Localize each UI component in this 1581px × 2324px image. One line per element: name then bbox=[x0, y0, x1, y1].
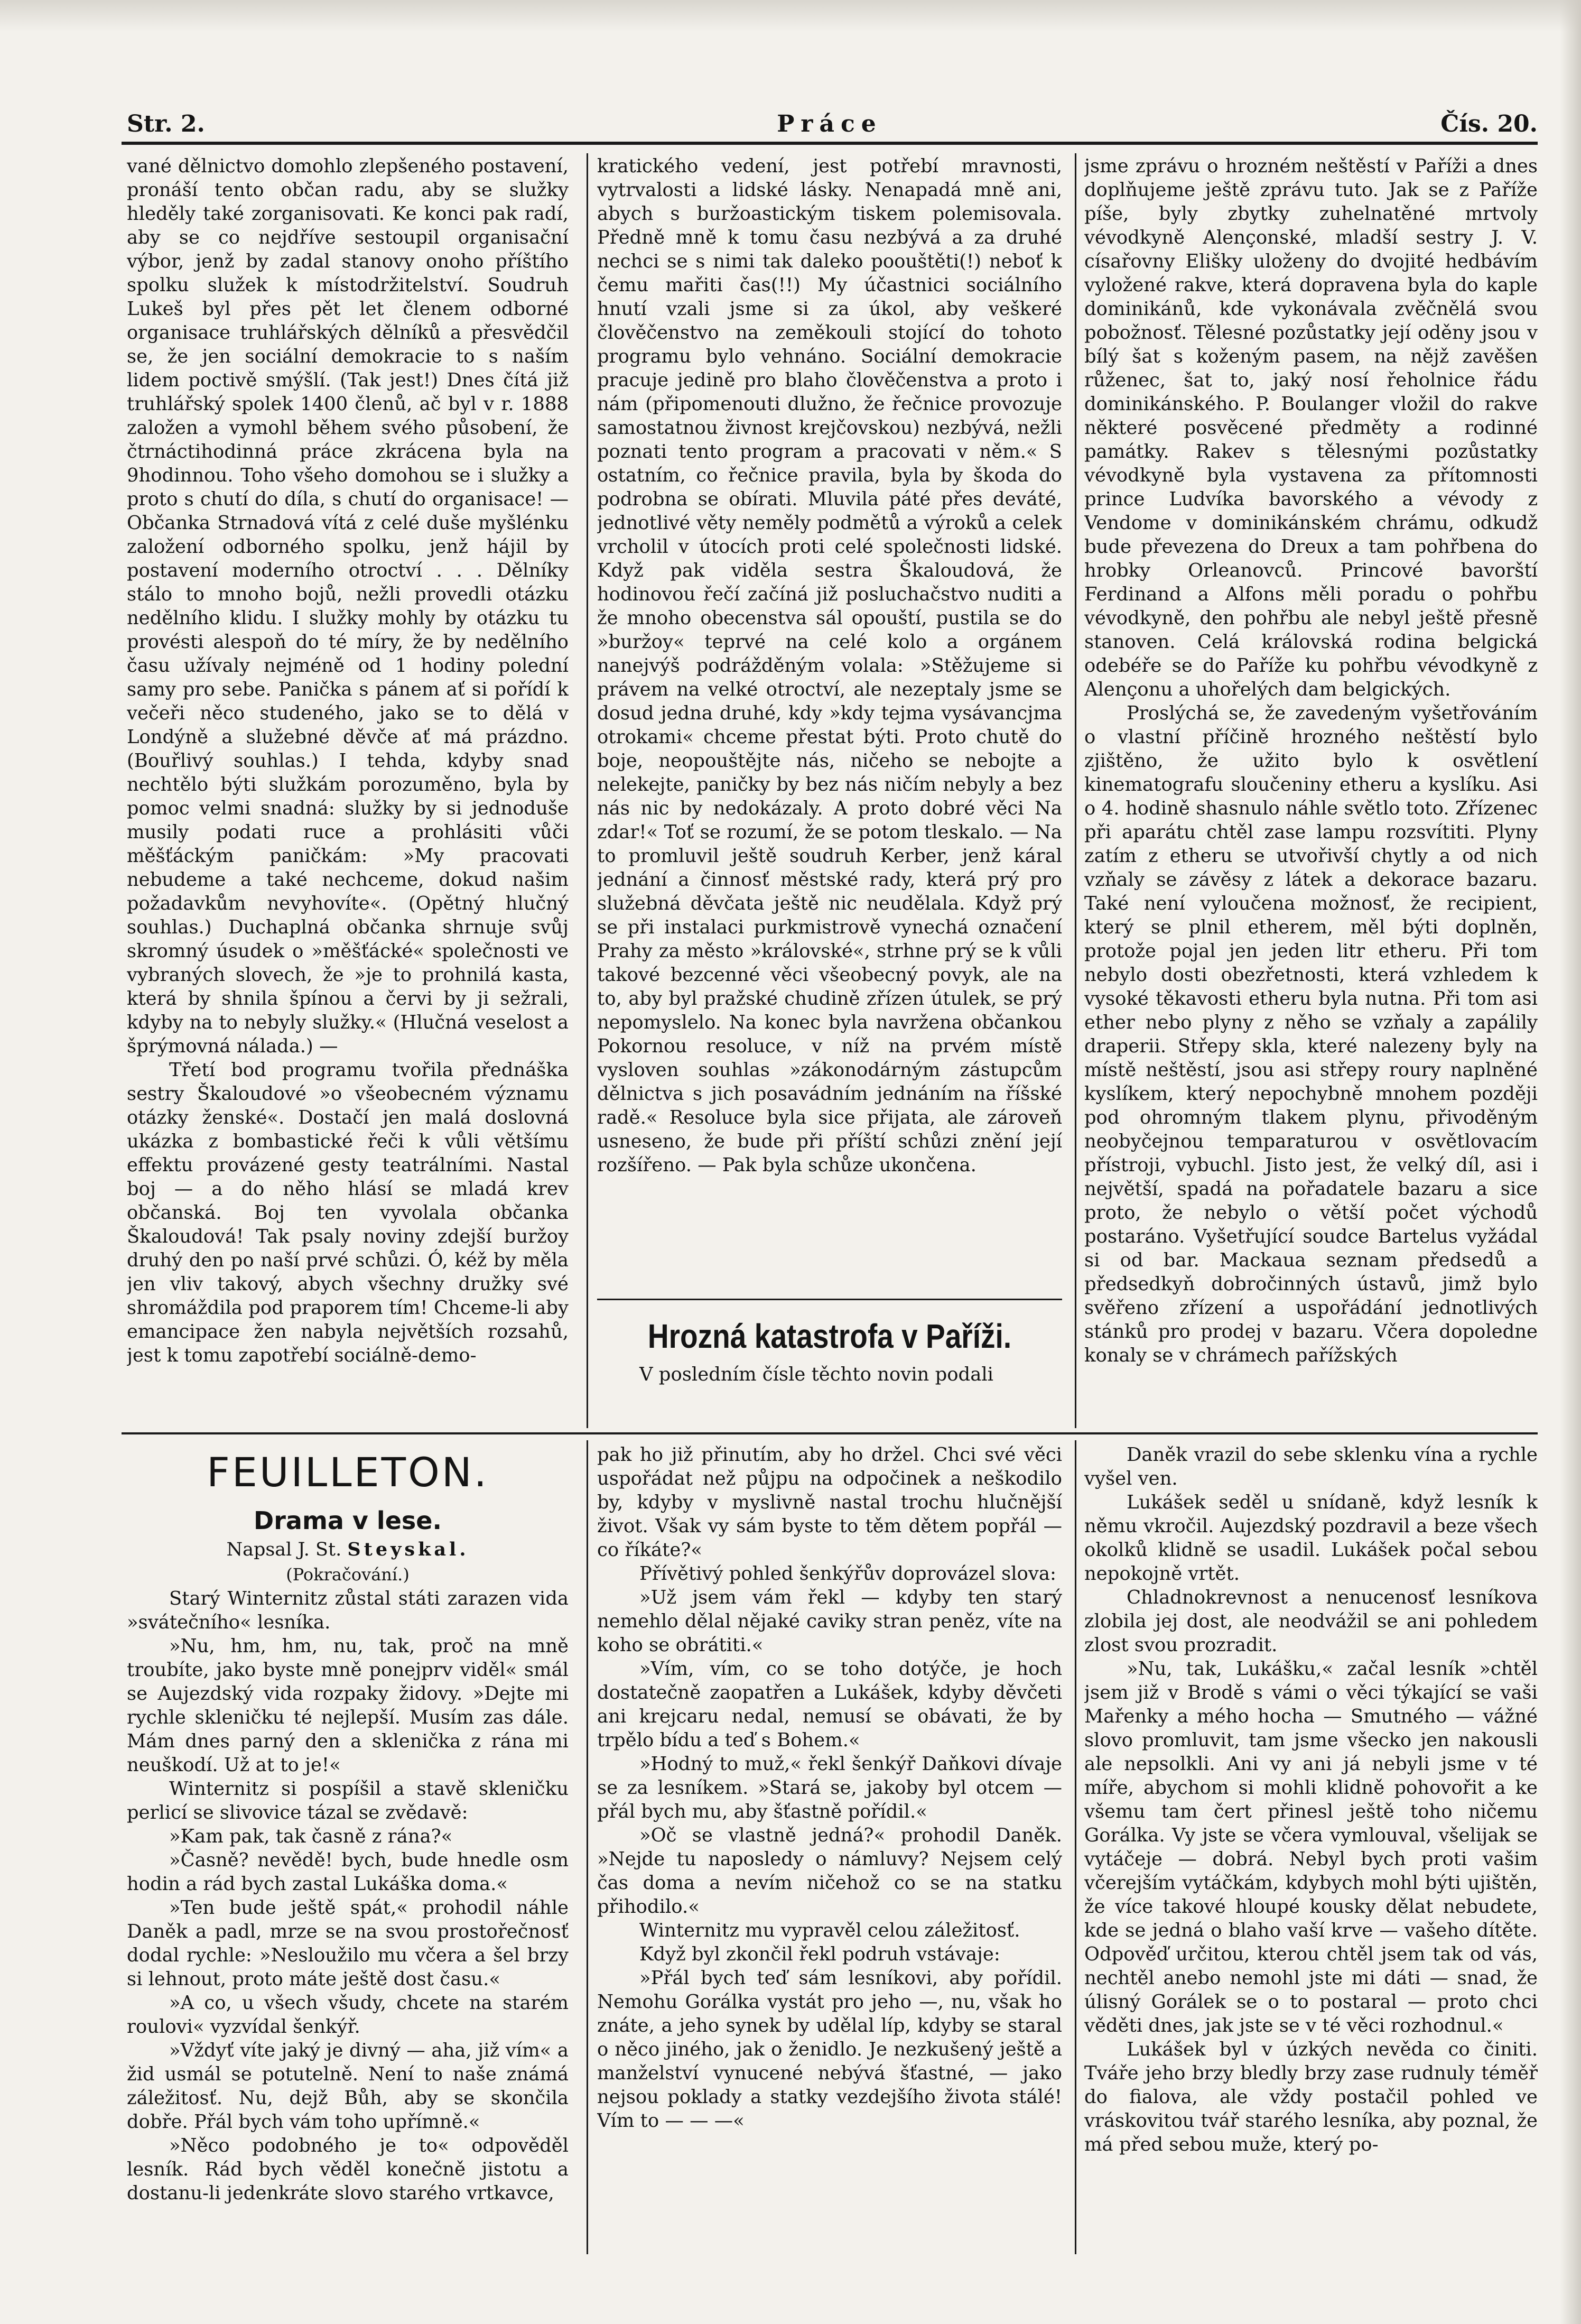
story-paragraph: »Hodný to muž,« řekl šenkýř Daňkovi dívaje se za lesníkem. »Stará se, jakoby byl otcem — přál bych mu, aby šťastně pořídil.« bbox=[597, 1753, 1062, 1822]
story-paragraph: Chladnokrevnost a nenucenosť lesníkova zlobila jej dost, ale neodvážil se ani pohledem zlost svou prozradit. bbox=[1084, 1587, 1538, 1656]
katastrofa-heading: Hrozná katastrofa v Paříži. bbox=[647, 1317, 1012, 1355]
story-title: Drama v lese. bbox=[254, 1506, 442, 1535]
feuilleton-column-1 bbox=[127, 1443, 569, 2267]
article-paragraph: jsme zprávu o hrozném neštěstí v Paříži a dnes doplňujeme ještě zprávu tuto. Jak se z Paříže píše, byly zbytky zuhelnatěné mrtvoly vévodkyně Alençonské, mladší sestry J. V. císařovny Elišky uloženy do dvojité hedbávím vyložené rakve, která dopravena byla do kaple dominikánů, kde vykonávala zvěčnělá svou pobožnosť. Tělesné pozůstatky její oděny jsou v bílý šat s koženým pasem, na nějž zavěšen růženec, šat to, jaký nosí řeholnice řádu dominikánského. P. Boulanger vložil do rakve některé posvěcené předměty a rodinné památky. Rakev s tělesnými pozůstatky vévodkyně byla vystavena za přítomnosti prince Ludvíka bavorského a vévody z Vendome v dominikánském chrámu, odkudž bude převezena do Dreux a tam pohřbena do hrobky Orleanovců. Princové bavorští Ferdinand a Alfons měli poradu o pohřbu vévodkyně, den pohřbu ale nebyl ještě přesně stanoven. Celá královská rodina belgická odebéře se do Paříže ku pohřbu vévodkyně z Alençonu a uhořelých dam belgických. bbox=[1084, 155, 1538, 700]
byline-prefix: Napsal J. St. bbox=[226, 1539, 342, 1560]
story-paragraph: Lukášek seděl u snídaně, když lesník k němu vkročil. Aujezdský pozdravil a beze všech okolků klidně se usadil. Lukášek počal sebou nepokojně vrtět. bbox=[1084, 1492, 1538, 1585]
feuilleton-column-3 bbox=[1084, 1443, 1538, 2267]
column-divider bbox=[1075, 1440, 1076, 2254]
story-paragraph: »Už jsem vám řekl — kdyby ten starý nemehlo dělal nějaké caviky stran peněz, víte na koho se obrátiti.« bbox=[597, 1587, 1062, 1656]
story-paragraph: »Ten bude ještě spát,« prohodil náhle Daněk a padl, mrze se na svou prostořečnosť dodal rychle: »Nesloužilo mu včera a šel brzy si lehnout, proto máte ještě dost času.« bbox=[127, 1897, 569, 1990]
feuilleton-title: FEUILLETON. bbox=[207, 1449, 489, 1496]
story-paragraph: »A co, u všech všudy, chcete na starém roulovi« vyzvídal šenkýř. bbox=[127, 1992, 569, 2038]
header-rule bbox=[122, 142, 1538, 145]
article-paragraph: Proslýchá se, že zavedeným vyšetřováním o vlastní příčině hrozného neštěstí bylo zjištěno, že užito bylo k osvětlení kinematografu sloučeniny etheru a kyslíku. Asi o 4. hodině shasnulo náhle světlo toto. Zřízenec při aparátu chtěl zase lampu rozsvítiti. Plyny zatím z etheru se utvořivší chytly a od nich vzňaly se závěsy z látek a dekorace bazaru. Také není vyloučena možnosť, že recipient, který se plnil etherem, měl býti doplněn, protože pojal jen jeden litr etheru. Při tom nebylo dosti obezřetnosti, která vzhledem k vysoké těkavosti etheru byla nutna. Při tom asi ether nebo plyny z něho se vzňaly a zapálily draperii. Střepy skla, které nalezeny byly na místě neštěstí, jsou asi střepy roury naplněné kyslíkem, který nepochybně mnohem později pod ohromným tlakem plynu, přivoděným neobyčejnou temparaturou v osvětlovacím přístroji, vybuchl. Jisto jest, že velký díl, asi i největší, spadá na pořadatele bazaru a sice proto, že nebylo o větší počet východů postaráno. Vyšetřující soudce Bartelus vyžádal si od bar. Mackaua seznam předsedů a předsedkyň dobročinných ústavů, jimž bylo svěřeno zřízení a uspořádání jednotlivých stánků pro prodej v bazaru. Včera dopoledne konaly se v chrámech pařížských bbox=[1084, 702, 1538, 1366]
article-separator bbox=[597, 1299, 1062, 1300]
story-paragraph: Winternitz mu vypravěl celou záležitosť. bbox=[639, 1920, 1020, 1941]
scan-edge-shadow bbox=[0, 0, 1581, 32]
article-column-2 bbox=[597, 154, 1062, 1428]
newspaper-title: Práce bbox=[777, 110, 882, 137]
column-divider bbox=[587, 153, 588, 1428]
article-column-1 bbox=[127, 154, 569, 1428]
story-paragraph: pak ho již přinutím, aby ho držel. Chci své věci uspořádat než půjpu na odpočinek a neškodilo by, kdyby v myslivně nastal trochu hlučnější život. Však vy sám byste to těm dětem popřál — co říkáte?« bbox=[597, 1444, 1062, 1561]
story-paragraph: »Přál bych teď sám lesníkovi, aby pořídil. Nemohu Gorálka vystát pro jeho —, nu, však ho znáte, a jeho synek by udělal líp, kdyby se staral o něco jiného, jak o ženidlo. Je nezkušený ještě a manželství vynucené nebývá šťastné, — jako nejsou poklady a statky vezdejšího života stálé! Vím to — — —« bbox=[597, 1967, 1062, 2132]
story-paragraph: Lukášek byl v úzkých nevěda co činiti. Tváře jeho brzy bledly brzy zase rudnuly téměř do fialova, ale vždy postačil pohled ve vráskovitou tvář starého lesníka, aby poznal, že má před sebou muže, který po- bbox=[1084, 2039, 1538, 2155]
continuation-note: (Pokračování.) bbox=[286, 1564, 410, 1585]
byline bbox=[127, 1537, 569, 1562]
story-paragraph: »Vždyť víte jaký je divný — aha, již vím« a žid usmál se potutelně. Není to naše známá záležitosť. Nu, dejž Bůh, aby se skončila dobře. Přál bych vám toho upřímně.« bbox=[127, 2040, 569, 2133]
story-paragraph: Starý Winternitz zůstal státi zarazen vida »svátečního« lesníka. bbox=[127, 1588, 569, 1633]
issue-number: Čís. 20. bbox=[1440, 110, 1538, 137]
katastrofa-intro: V posledním čísle těchto novin podali bbox=[639, 1364, 993, 1385]
feuilleton-rule bbox=[122, 1432, 1538, 1434]
page-header bbox=[122, 108, 1538, 140]
story-paragraph: »Nu, hm, hm, nu, tak, proč na mně troubíte, jako byste mně ponejprv viděl« smál se Aujezdský vida rozpaky židovy. »Dejte mi rychle skleničku té nejlepší. Musím zas dále. Mám dnes parný den a sklenička z rána mi neuškodí. Už at to je!« bbox=[127, 1635, 569, 1776]
article-column-3 bbox=[1084, 154, 1538, 1428]
story-paragraph: »Kam pak, tak časně z rána?« bbox=[169, 1826, 453, 1847]
feuilleton-column-2 bbox=[597, 1443, 1062, 2267]
article-paragraph: Třetí bod programu tvořila přednáška sestry Škaloudové »o všeobecném významu otázky ženské«. Dostačí jen malá doslovná ukázka z bombastické řeči k vůli většímu effektu provázené gesty teatrálními. Nastal boj — a do něho hlásí se mladá krev občanská. Boj ten vyvolala občanka Škaloudová! Tak psaly noviny zdejší buržoy druhý den po naší prvé schůzi. Ó, kéž by měla jen vliv takový, abych všechny družky své shromáždila pod praporem tím! Chceme-li aby emancipace žen nabyla největších rozsahů, jest k tomu zapotřebí sociálně-demo- bbox=[127, 1059, 569, 1366]
story-paragraph: »Nu, tak, Lukášku,« začal lesník »chtěl jsem již v Brodě s vámi o věci týkající se vaši Mařenky a mého hocha — Smutného — vážné slovo promluvit, tam jsme všecko jen nakousli ale nepsolkli. Ani vy ani já nebyli jsme v té míře, abychom si mohli klidně pohovořit a ke všemu tam čert přinesl ještě toho ničemu Gorálka. Vy jste se včera vymlouval, všelijak se vytáčeje — dobrá. Nebyl bych proti vašim včerejším vytáčkám, kdybych mohl býti ujištěn, že více takové hloupé kousky dělat nebudete, kde se jedná o blaho vaší krve — vašeho dítěte. Odpověď určitou, kterou chtěl jsem tak od vás, nechtěl anebo nemohl jste mi dáti — snad, že úlisný Gorálek se o to postaral — proto chci věděti dnes, jak jste se v té věci rozhodnul.« bbox=[1084, 1658, 1538, 2036]
story-paragraph: »Oč se vlastně jedná?« prohodil Daněk. »Nejde tu naposledy o námluvy? Nejsem celý čas doma a nevím ničehož co se na statku přihodilo.« bbox=[597, 1825, 1062, 1918]
byline-author: Steyskal. bbox=[347, 1539, 469, 1560]
story-paragraph: »Časně? nevědě! bych, bude hnedle osm hodin a rád bych zastal Lukáška doma.« bbox=[127, 1849, 569, 1895]
article-paragraph: vané dělnictvo domohlo zlepšeného postavení, pronáší tento občan radu, aby se služky hleděly také zorganisovati. Ke konci pak radí, aby se co nejdříve sestoupil organisační výbor, jenž by zadal stanovy onoho příštího spolku služek k místodržitelství. Soudruh Lukeš byl přes pět let členem odborné organisace truhlářských dělníků a přesvědčil se, že jen sociální demokracie to s naším lidem poctivě smýšlí. (Tak jest!) Dnes čítá již truhlářský spolek 1400 členů, ač byl v r. 1888 založen a vymohl během svého působení, že čtrnáctihodinná práce zkrácena byla na 9hodinnou. Toho všeho domohou se i služky a proto s chutí do díla, s chutí do organisace! — Občanka Strnadová vítá z celé duše myšlénku založení odborného spolku, jenž hájil by postavení moderního otroctví . . . Dělníky stálo to mnoho bojů, nežli provedli otázku nedělního klidu. I služky mohly by otázku tu provésti alespoň do té míry, že by nedělního času užívaly nejméně od 1 hodiny polední samy pro sebe. Panička s pánem ať si pořídí k večeři něco studeného, jako se to dělá v Londýně a služebné děvče ať má prázdno. (Bouřlivý souhlas.) I tehda, kdyby snad nechtělo býti služkám porozuměno, byla by pomoc velmi snadná: služky by si jednoduše musily podati ruce a prohlásiti vůči měšťáckým paničkám: »My pracovati nebudeme a také nechceme, dokud našim požadavkům nevyhovíte«. (Opětný hlučný souhlas.) Duchaplná občanka shrnuje svůj skromný úsudek o »měšťácké« společnosti ve vybraných slovech, že »je to prohnilá kasta, která by shnila špínou a červi by ji sežrali, kdyby na to nebyly služky.« (Hlučná veselost a šprýmovná nálada.) — bbox=[127, 155, 569, 1057]
story-paragraph: »Vím, vím, co se toho dotýče, je hoch dostatečně zaopatřen a Lukášek, kdyby děvčeti ani krejcaru nedal, nemusí se obávati, že by trpělo bídu a teď s Bohem.« bbox=[597, 1658, 1062, 1751]
story-paragraph: »Něco podobného je to« odpověděl lesník. Rád bych věděl konečně jistotu a dostanu-li jedenkráte slovo starého vrtkavce, bbox=[127, 2135, 569, 2204]
story-paragraph: Když byl zkončil řekl podruh vstávaje: bbox=[639, 1943, 1000, 1965]
scan-edge-shadow bbox=[1560, 0, 1581, 2324]
article-paragraph: kratického vedení, jest potřebí mravnosti, vytrvalosti a lidské lásky. Nenapadá mně ani, abych s buržoastickým tiskem polemisovala. Předně mně k tomu času nezbývá a za druhé nechci se s nimi tak daleko poouštěti(!) neboť k čemu mařiti čas(!!) My účastnici sociálního hnutí vzali jsme si za úkol, aby veškeré člověčenstvo na zeměkouli stojící do tohoto programu bylo vehnáno. Sociální demokracie pracuje jedině pro blaho člověčenstva a proto i nám (připomenouti dlužno, že řečnice provozuje samostatnou živnost krejčovskou) nezbývá, nežli poznati tento program a pracovati v něm.« S ostatním, co řečnice pravila, byla by škoda do podrobna se obírati. Mluvila páté přes deváté, jednotlivé věty neměly podmětů a výroků a celek vrcholil v útocích proti celé společnosti lidské. Když pak viděla sestra Škaloudová, že hodinovou řečí začíná již posluchačstvo nuditi a že mnoho obecenstva sál opouští, pustila se do »buržoy« teprvé na celé kolo a orgánem nanejvýš podrážděným volala: »Stěžujeme si právem na velké otroctví, ale nezeptaly jsme se dosud jedna druhé, kdy »kdy tejma vysávancjma otrokami« chceme přestat býti. Proto chutě do boje, neopouštějte nás, ničeho se nebojte a nelekejte, paničky by bez nás ničím nebyly a bez nás nic by nedokázaly. A proto dobré věci Na zdar!« Toť se rozumí, že se potom tleskalo. — Na to promluvil ještě soudruh Kerber, jenž káral jednání a činnosť městské rady, která prý pro služebná děvčata ještě nic neudělala. Když prý se při instalaci purkmistrově vynechá označení Prahy za město »královské«, strhne prý se k vůli takové bezcenné věci všeobecný povyk, ale na to, aby byl pražské chudině zřízen útulek, se prý nepomyslelo. Na konec byla navržena občankou Pokornou resoluce, v níž na prvém místě vysloven souhlas »zákonodárným zástupcům dělnictva s jich posavádním jednáním na říšské radě.« Resoluce byla sice přijata, ale zároveň usneseno, že bude při příští schůzi znění její rozšířeno. — Pak byla schůze ukončena. bbox=[597, 155, 1062, 1176]
story-paragraph: Daněk vrazil do sebe sklenku vína a rychle vyšel ven. bbox=[1084, 1444, 1538, 1489]
column-divider bbox=[587, 1440, 588, 2254]
story-paragraph: Winternitz si pospíšil a stavě skleničku perlicí se slivovice tázal se zvědavě: bbox=[127, 1778, 569, 1823]
page-number: Str. 2. bbox=[127, 110, 205, 137]
column-divider bbox=[1075, 153, 1076, 1428]
story-paragraph: Přívětivý pohled šenkýřův doprovázel slova: bbox=[639, 1563, 1056, 1585]
